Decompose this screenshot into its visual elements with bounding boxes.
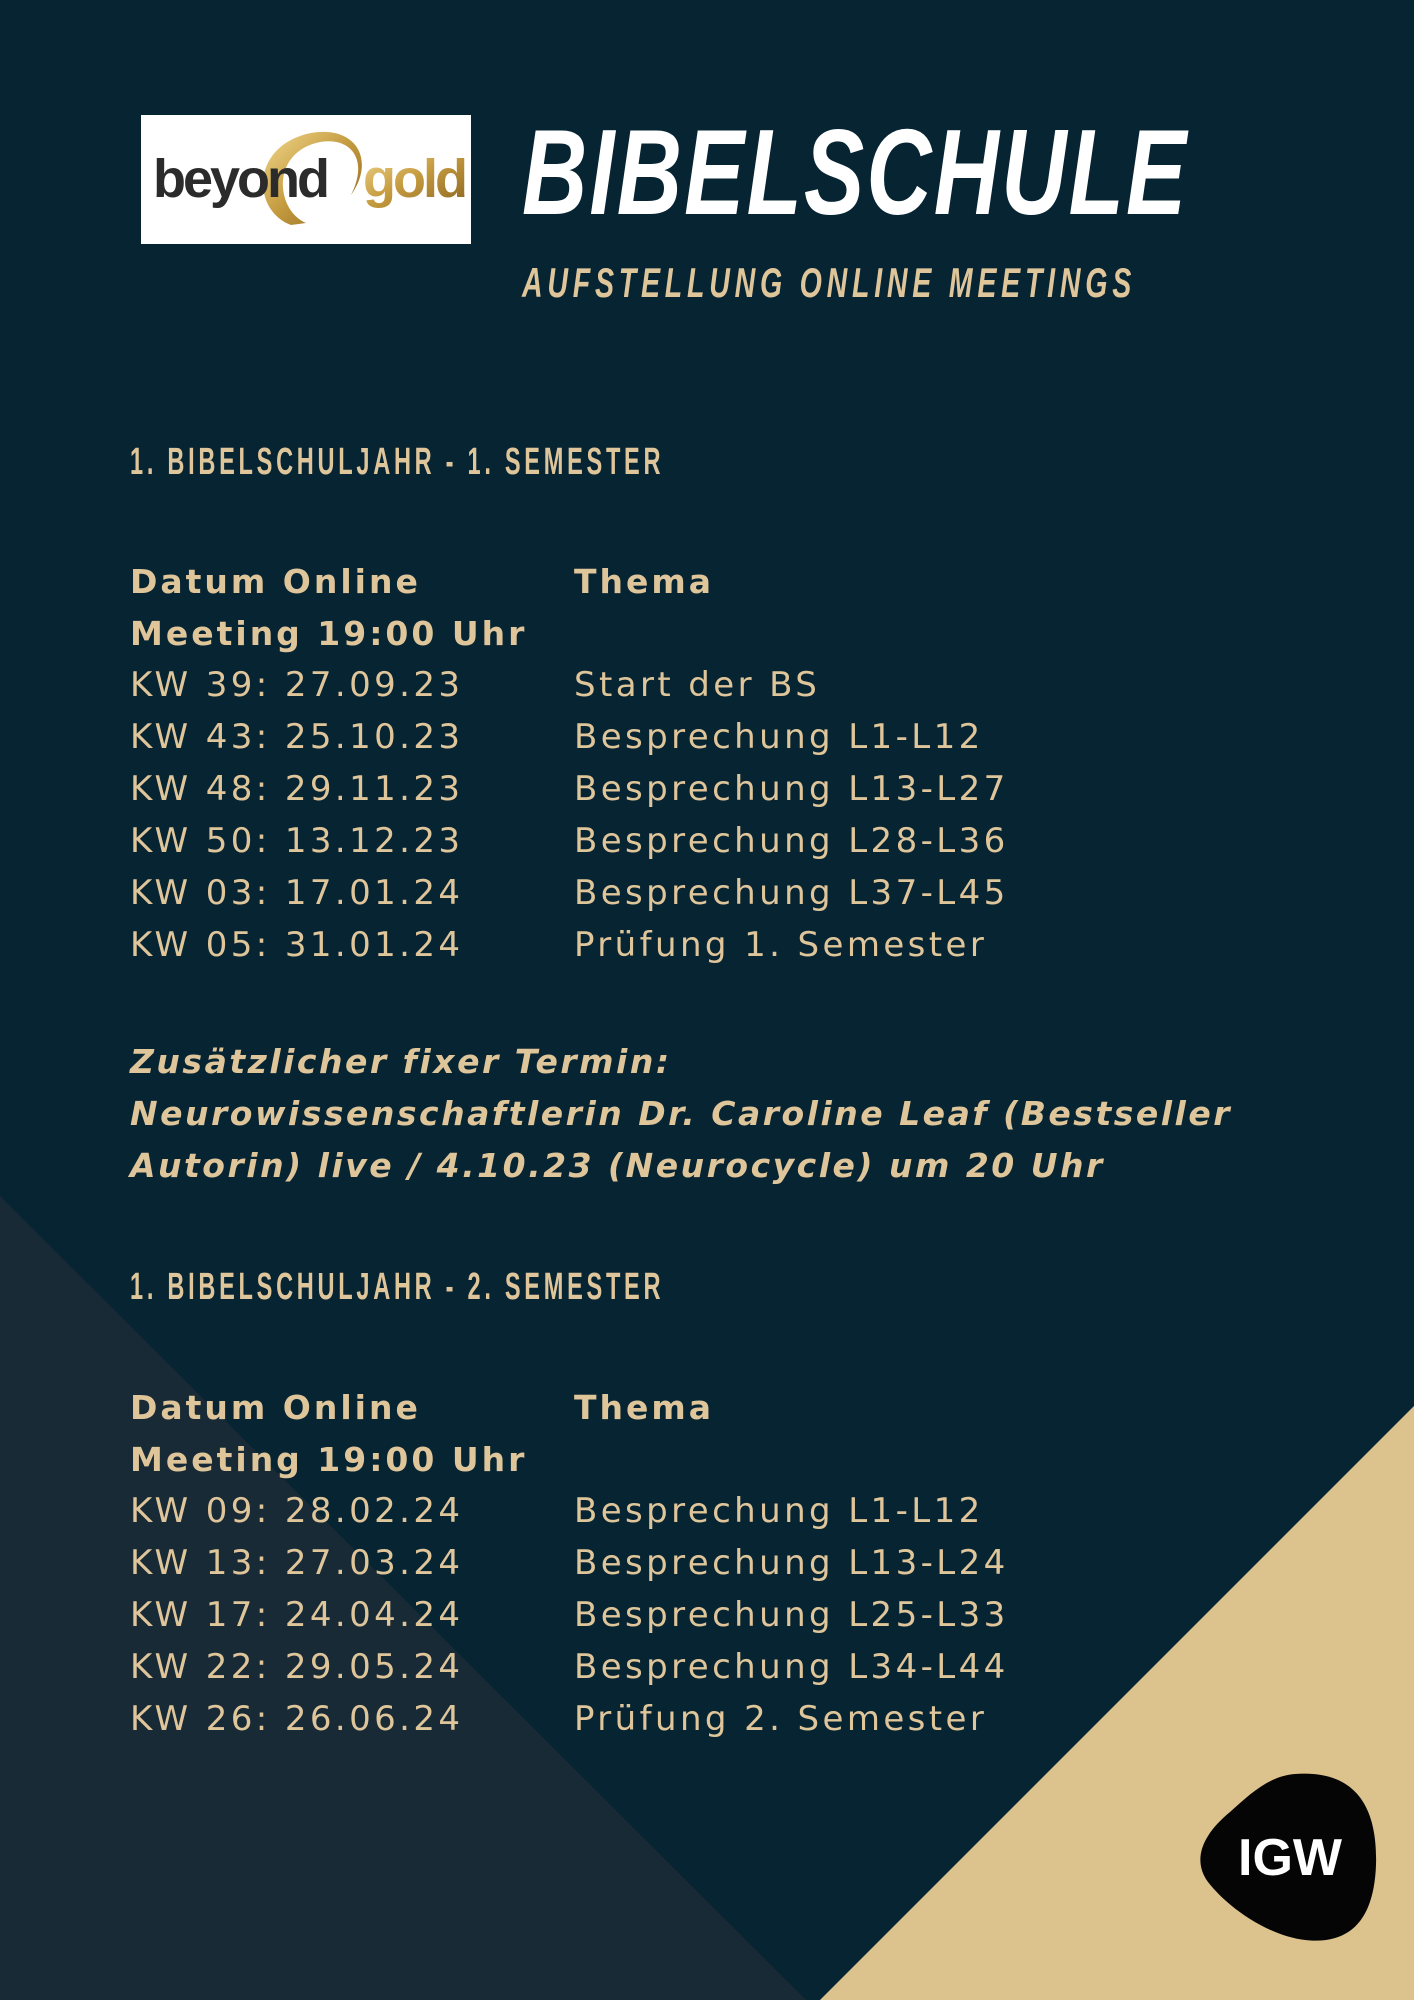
row-date: KW 13: 27.03.24: [130, 1543, 464, 1583]
date-column-header-line2: Meeting 19:00 Uhr: [130, 1439, 528, 1479]
row-topic: Besprechung L1-L12: [574, 717, 984, 757]
row-topic: Start der BS: [574, 665, 821, 705]
row-topic: Besprechung L28-L36: [574, 821, 1009, 861]
igw-logo-text: IGW: [1238, 1829, 1342, 1887]
row-topic: Besprechung L25-L33: [574, 1595, 1009, 1635]
table-row: [130, 763, 1280, 815]
semester1-table: [130, 555, 1280, 971]
row-topic: Prüfung 2. Semester: [574, 1699, 988, 1739]
row-topic: Besprechung L13-L27: [574, 769, 1009, 809]
topic-column-header: Thema: [574, 1387, 715, 1427]
page-title: BIBELSCHULE: [522, 104, 1189, 240]
table-header-row: [130, 607, 1280, 659]
table-header-row: [130, 1381, 1280, 1433]
note-line: Neurowissenschaftlerin Dr. Caroline Leaf (Bestseller: [130, 1094, 1233, 1133]
row-date: KW 09: 28.02.24: [130, 1491, 464, 1531]
table-row: [130, 867, 1280, 919]
row-topic: Besprechung L1-L12: [574, 1491, 984, 1531]
table-row: [130, 919, 1280, 971]
row-topic: Besprechung L34-L44: [574, 1647, 1009, 1687]
note-line: Zusätzlicher fixer Termin:: [130, 1042, 672, 1081]
table-row: [130, 1485, 1280, 1537]
topic-column-header: Thema: [574, 561, 715, 601]
igw-logo: [1200, 1770, 1380, 1945]
row-topic: Besprechung L37-L45: [574, 873, 1009, 913]
row-topic: Besprechung L13-L24: [574, 1543, 1009, 1583]
semester2-heading: 1. BIBELSCHULJAHR - 2. SEMESTER: [130, 1266, 665, 1308]
note-line: Autorin) live / 4.10.23 (Neurocycle) um 20 Uhr: [130, 1146, 1105, 1185]
svg-text:gold: gold: [363, 149, 465, 209]
table-row: [130, 1589, 1280, 1641]
svg-text:beyond: beyond: [153, 149, 328, 209]
row-date: KW 39: 27.09.23: [130, 665, 464, 705]
table-row: [130, 815, 1280, 867]
table-row: [130, 659, 1280, 711]
row-date: KW 03: 17.01.24: [130, 873, 464, 913]
table-row: [130, 711, 1280, 763]
date-column-header-line2: Meeting 19:00 Uhr: [130, 613, 528, 653]
row-date: KW 50: 13.12.23: [130, 821, 464, 861]
page-subtitle: AUFSTELLUNG ONLINE MEETINGS: [522, 259, 1137, 306]
row-date: KW 22: 29.05.24: [130, 1647, 464, 1687]
date-column-header: Datum Online: [130, 561, 421, 601]
table-header-row: [130, 555, 1280, 607]
semester1-heading: 1. BIBELSCHULJAHR - 1. SEMESTER: [130, 441, 665, 483]
row-date: KW 43: 25.10.23: [130, 717, 464, 757]
table-header-row: [130, 1433, 1280, 1485]
semester2-table: [130, 1381, 1280, 1745]
row-date: KW 05: 31.01.24: [130, 925, 464, 965]
table-row: [130, 1537, 1280, 1589]
additional-appointment-note: [130, 1036, 1360, 1192]
row-date: KW 26: 26.06.24: [130, 1699, 464, 1739]
table-row: [130, 1641, 1280, 1693]
row-topic: Prüfung 1. Semester: [574, 925, 988, 965]
date-column-header: Datum Online: [130, 1387, 421, 1427]
row-date: KW 17: 24.04.24: [130, 1595, 464, 1635]
row-date: KW 48: 29.11.23: [130, 769, 464, 809]
beyond-gold-logo: [141, 115, 471, 244]
table-row: [130, 1693, 1280, 1745]
